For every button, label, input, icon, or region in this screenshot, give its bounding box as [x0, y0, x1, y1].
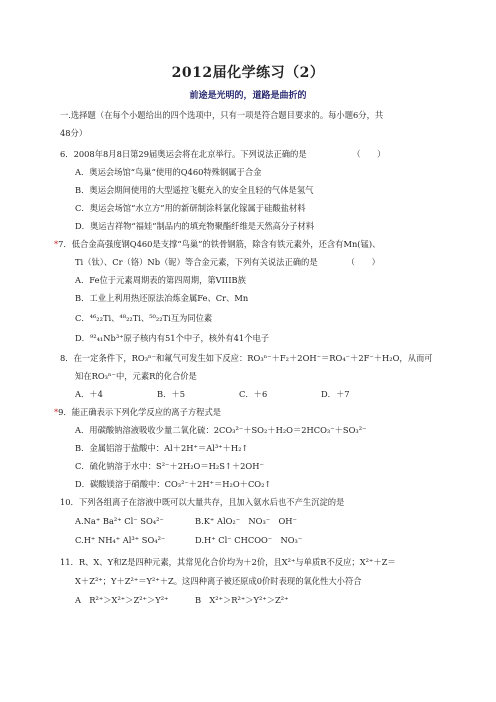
question-11-option-b: B X²⁺＞R²⁺＞Y²⁺＞Z²⁺ [195, 595, 289, 605]
question-7-option-b: B．工业上利用热还原法冶炼金属Fe、Cr、Mn [75, 293, 249, 303]
question-8-option-c: C．＋6 [239, 389, 268, 399]
question-8-stem: 8．在一定条件下，RO₃ⁿ⁻和氟气可发生如下反应：RO₃ⁿ⁻＋F₂＋2OH⁻＝RO₄⁻＋2F⁻＋H₂O，从而可 [60, 353, 433, 363]
question-7-option-a: A．Fe位于元素周期表的第四周期，第VIIIB族 [75, 275, 246, 285]
question-8-option-d: D．＋7 [321, 389, 350, 399]
question-11-stem: 11．R、X、Y和Z是四种元素，其常见化合价均为＋2价，且X²⁺与单质R不反应；X²⁺＋Z＝ [60, 557, 396, 567]
question-10-stem: 10．下列各组离子在溶液中既可以大量共存，且加入氨水后也不产生沉淀的是 [60, 497, 345, 507]
question-6-option-b: B．奥运会期间使用的大型遥控飞艇充入的安全且轻的气体是氢气 [75, 185, 314, 195]
section-instructions: 一.选择题（在每个小题给出的四个选项中，只有一项是符合题目要求的。每小题6分，共 [60, 110, 384, 120]
question-7-stem-text: 7．低合金高强度钢Q460是支撑“鸟巢”的铁骨钢筋，除含有铁元素外，还含有Mn(锰)、 [58, 239, 381, 249]
star-mark: * [54, 407, 59, 417]
question-9-option-a: A．用碳酸钠溶液吸收少量二氧化硫：2CO₃²⁻＋SO₂＋H₂O＝2HCO₃⁻＋SO₃²⁻ [75, 425, 367, 435]
question-11-stem-cont: X＋Z²⁺；Y＋Z²⁺＝Y²⁺＋Z。这四种离子被还原成0价时表现的氧化性大小符合 [75, 576, 362, 586]
question-10-option-b: B.K⁺ AlO₂⁻ NO₃⁻ OH⁻ [195, 516, 297, 526]
question-10-option-c: C.H⁺ NH₄⁺ Al³⁺ SO₄²⁻ [75, 535, 166, 545]
star-mark: * [54, 239, 59, 249]
question-10-options-row1 [75, 516, 465, 527]
section-instructions-cont: 48分） [60, 128, 88, 138]
question-6-stem: 6．2008年8月8日第29届奥运会将在北京举行。下列说法正确的是 （ ） [60, 149, 386, 159]
question-8-option-a: A．＋4 [75, 389, 103, 399]
question-10-options-row2 [75, 535, 465, 546]
question-9-stem [54, 407, 444, 418]
question-6-option-c: C．奥运会场馆“水立方”用的新研制涂料氯化镓属于硅酸盐材料 [75, 203, 306, 213]
motto: 前途是光明的，道路是曲折的 [189, 91, 307, 101]
question-7-stem [54, 239, 444, 250]
question-9-stem-text: 9．能正确表示下列化学反应的离子方程式是 [58, 407, 222, 417]
question-10-option-d: D.H⁺ Cl⁻ CHCOO⁻ NO₃⁻ [195, 535, 303, 545]
question-10-option-a: A.Na⁺ Ba²⁺ Cl⁻ SO₄²⁻ [75, 516, 164, 526]
question-7-stem-cont: Ti（钛）、Cr（铬）Nb（铌）等合金元素，下列有关说法正确的是 （ ） [75, 257, 380, 267]
question-9-option-b: B．金属铝溶于盐酸中：Al＋2H⁺＝Al³⁺＋H₂↑ [75, 443, 249, 453]
question-9-option-d: D．碳酸镁溶于硝酸中：CO₃²⁻＋2H⁺＝H₂O＋CO₂↑ [75, 479, 272, 489]
question-6-option-d: D．奥运吉祥物“福娃”制品内的填充物聚酯纤维是天然高分子材料 [75, 221, 315, 231]
question-9-option-c: C．硫化钠溶于水中：S²⁻＋2H₂O＝H₂S↑＋2OH⁻ [75, 461, 264, 471]
question-7-option-d: D．⁹²₄₁Nb³⁺原子核内有51个中子，核外有41个电子 [75, 333, 270, 343]
page-title: 2012届化学练习（2） [171, 65, 325, 81]
question-8-stem-cont: 知在RO₃ⁿ⁻中，元素R的化合价是 [75, 371, 197, 381]
question-7-option-c: C．⁴⁶₂₂Ti、⁴⁸₂₂Ti、⁵⁰₂₂Ti互为同位素 [75, 313, 213, 323]
question-8-options [75, 389, 465, 400]
question-8-option-b: B．＋5 [157, 389, 185, 399]
question-11-options [75, 595, 465, 606]
question-6-option-a: A．奥运会场馆“鸟巢”使用的Q460特殊钢属于合金 [75, 167, 262, 177]
question-11-option-a: A R²⁺＞X²⁺＞Z²⁺＞Y²⁺ [75, 595, 169, 605]
